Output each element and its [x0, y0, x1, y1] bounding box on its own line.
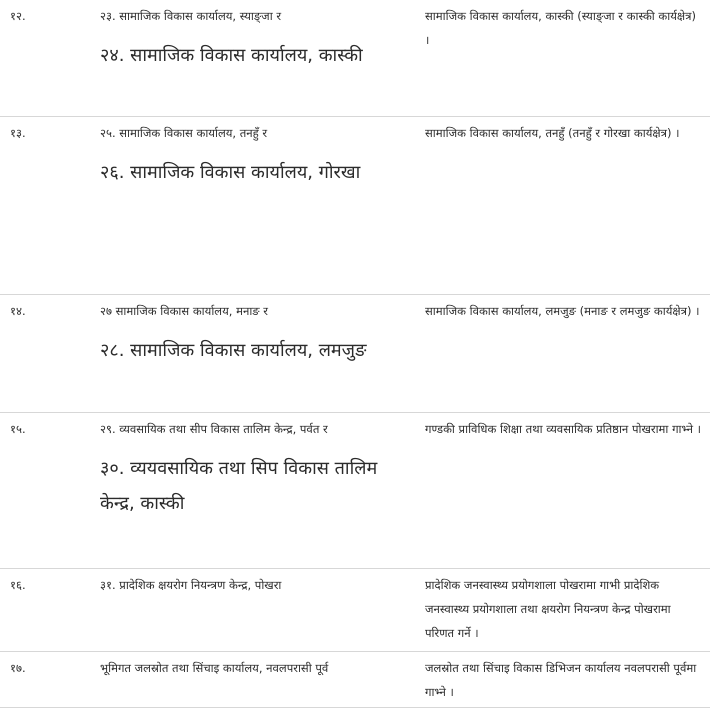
table-row — [0, 569, 710, 652]
row-number: १२. — [10, 9, 26, 23]
office-line-large: २४. सामाजिक विकास कार्यालय, कास्की — [100, 45, 363, 66]
table-row — [0, 413, 710, 569]
row-number: १६. — [10, 578, 26, 592]
office-line-small: २३. सामाजिक विकास कार्यालय, स्याङ्जा र — [100, 9, 282, 23]
office-line-small: २५. सामाजिक विकास कार्यालय, तनहुँ र — [100, 126, 268, 140]
remark-text: सामाजिक विकास कार्यालय, कास्की (स्याङ्जा र कास्की कार्यक्षेत्र) । — [425, 9, 696, 47]
remark-text: सामाजिक विकास कार्यालय, तनहुँ (तनहुँ र गोरखा कार्यक्षेत्र) । — [425, 126, 680, 140]
remark-text: जलस्रोत तथा सिंचाइ विकास डिभिजन कार्यालय नवलपरासी पूर्वमा गाभ्ने । — [425, 661, 697, 699]
office-line-small: भूमिगत जलस्रोत तथा सिंचाइ कार्यालय, नवलपरासी पूर्व — [100, 661, 329, 675]
office-line-large: २८. सामाजिक विकास कार्यालय, लमजुङ — [100, 340, 367, 361]
row-number: १७. — [10, 661, 26, 675]
row-number: १५. — [10, 422, 26, 436]
row-number: १४. — [10, 304, 26, 318]
remark-text: सामाजिक विकास कार्यालय, लमजुङ (मनाङ र लमजुङ कार्यक्षेत्र) । — [425, 304, 700, 318]
office-line-large: ३०. व्ययवसायिक तथा सिप विकास तालिम केन्द्र, कास्की — [100, 458, 378, 514]
remark-text: गण्डकी प्राविधिक शिक्षा तथा व्यवसायिक प्रतिष्ठान पोखरामा गाभ्ने । — [425, 422, 701, 436]
table-row — [0, 0, 710, 117]
row-number: १३. — [10, 126, 26, 140]
table-row — [0, 652, 710, 708]
office-line-small: २७ सामाजिक विकास कार्यालय, मनाङ र — [100, 304, 268, 318]
office-line-small: ३१. प्रादेशिक क्षयरोग नियन्त्रण केन्द्र, पोखरा — [100, 578, 282, 592]
office-line-small: २९. व्यवसायिक तथा सीप विकास तालिम केन्द्र, पर्वत र — [100, 422, 328, 436]
table-row — [0, 117, 710, 295]
table-row — [0, 295, 710, 413]
office-line-large: २६. सामाजिक विकास कार्यालय, गोरखा — [100, 162, 361, 183]
remark-text: प्रादेशिक जनस्वास्थ्य प्रयोगशाला पोखरामा गाभी प्रादेशिक जनस्वास्थ्य प्रयोगशाला तथा क्षयरोग नियन्त्रण केन्द्र पोखरामा परिणत गर्ने । — [425, 578, 671, 640]
